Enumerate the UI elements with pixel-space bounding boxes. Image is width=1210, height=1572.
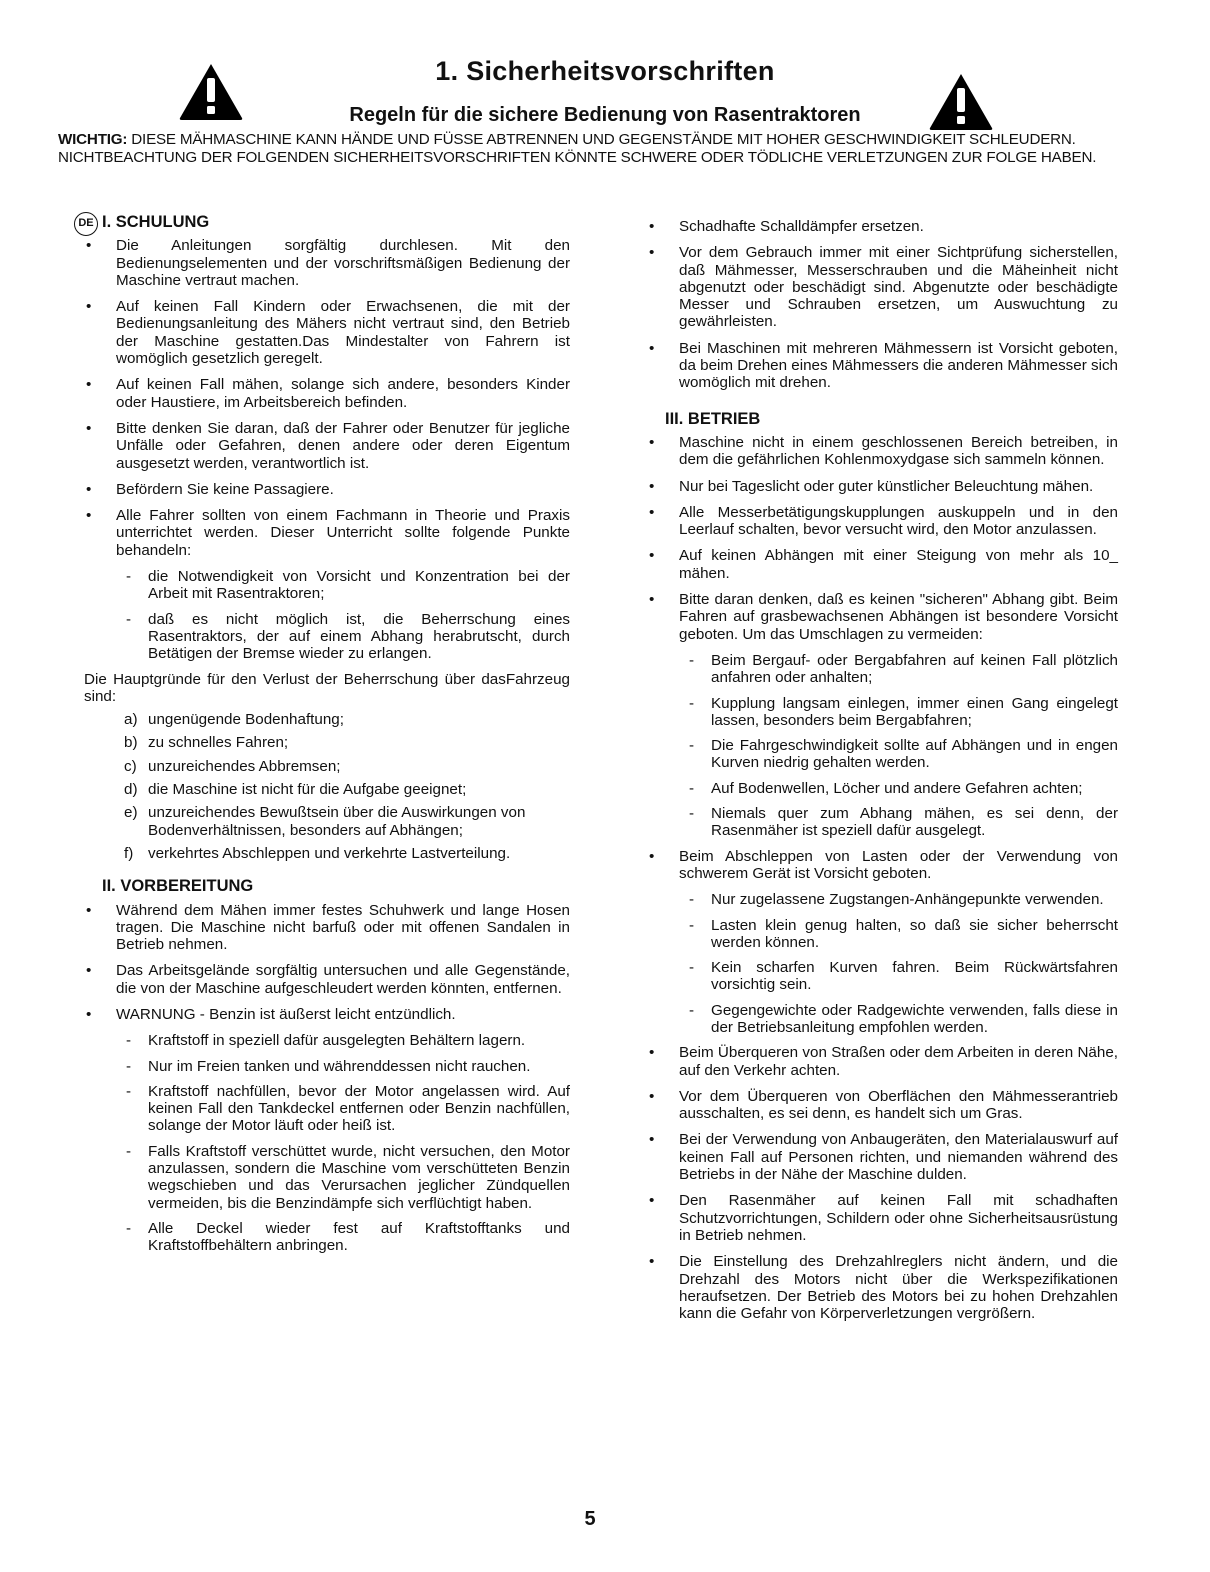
item-letter: d): [124, 781, 138, 799]
sub-list-item: - Kupplung langsam einlegen, immer einen Gang eingelegt lassen, besonders beim Bergabfahren;: [645, 695, 1118, 730]
list-item: • Vor dem Überqueren von Oberflächen den Mähmesserantrieb ausschalten, es sei denn, es handelt sich um Gras.: [645, 1088, 1118, 1123]
left-column: [78, 213, 570, 1263]
sub-list-item: - Kraftstoff in speziell dafür ausgelegten Behältern lagern.: [82, 1032, 570, 1049]
list-item: • Auf keinen Fall mähen, solange sich andere, besonders Kinder oder Haustiere, im Arbeitsbereich befinden.: [82, 376, 570, 411]
sub-list-item: - Beim Bergauf- oder Bergabfahren auf keinen Fall plötzlich anfahren oder anhalten;: [645, 652, 1118, 687]
lettered-item: [82, 781, 570, 798]
list-item: • Befördern Sie keine Passagiere.: [82, 481, 570, 498]
sub-list-item: - Gegengewichte oder Radgewichte verwenden, falls diese in der Betriebsanleitung empfohlen werden.: [645, 1002, 1118, 1037]
item-letter: a): [124, 711, 138, 729]
language-badge-icon: DE: [74, 212, 98, 236]
sub-list-item: - Auf Bodenwellen, Löcher und andere Gefahren achten;: [645, 780, 1118, 797]
list-item: • Das Arbeitsgelände sorgfältig untersuchen und alle Gegenstände, die von der Maschine aufgeschleudert werden könnten, entfernen.: [82, 962, 570, 997]
list-item: • Bei Maschinen mit mehreren Mähmessern ist Vorsicht geboten, da beim Drehen eines Mähmessers die anderen Mähmesser sich womöglich mit drehen.: [645, 340, 1118, 392]
item-letter: b): [124, 734, 138, 752]
section-heading-vorbereitung: II. VORBEREITUNG: [102, 877, 254, 896]
lettered-item: [82, 734, 570, 751]
warning-paragraph: [58, 131, 1122, 166]
sub-list-item: - Nur zugelassene Zugstangen-Anhängepunkte verwenden.: [645, 891, 1118, 908]
list-item: • Bitte daran denken, daß es keinen "sicheren" Abhang gibt. Beim Fahren auf grasbewachsenen Abhängen ist besondere Vorsicht geboten. Um das Umschlagen zu vermeiden:: [645, 591, 1118, 643]
reasons-intro: Die Hauptgründe für den Verlust der Beherrschung über dasFahrzeug sind:: [84, 670, 570, 705]
item-letter: c): [124, 757, 137, 775]
list-item: • Die Anleitungen sorgfältig durchlesen. Mit den Bedienungselementen und der vorschriftsmäßigen Bedienung der Maschine vertraut machen.: [82, 237, 570, 289]
sub-list-item: - die Notwendigkeit von Vorsicht und Konzentration bei der Arbeit mit Rasentraktoren;: [82, 568, 570, 603]
list-item: • Während dem Mähen immer festes Schuhwerk und lange Hosen tragen. Die Maschine nicht barfuß oder mit offenen Sandalen in Betrieb nehmen.: [82, 902, 570, 954]
list-item: • Die Einstellung des Drehzahlreglers nicht ändern, und die Drehzahl des Motors nicht über die Werkspezifikationen heraufsetzen. Der Betrieb des Motors bei zu hohen Drehzahlen kann die Gefahr von Körperverletzungen vergrößern.: [645, 1253, 1118, 1322]
section-heading-schulung: [78, 213, 570, 231]
list-item: • Auf keinen Fall Kindern oder Erwachsenen, die mit der Bedienungsanleitung des Mähers nicht vertraut sind, den Betrieb der Maschine gestatten.Das Mindestalter von Fahrern ist womöglich gesetzlich geregelt.: [82, 298, 570, 367]
lettered-item: [82, 804, 570, 839]
sub-list-item: - Kein scharfen Kurven fahren. Beim Rückwärtsfahren vorsichtig sein.: [645, 959, 1118, 994]
sub-list-item: - Die Fahrgeschwindigkeit sollte auf Abhängen und in engen Kurven niedrig gehalten werden.: [645, 737, 1118, 772]
list-item: • Alle Messerbetätigungskupplungen auskuppeln und in den Leerlauf schalten, bevor versucht wird, den Motor anzulassen.: [645, 504, 1118, 539]
item-text: unzureichendes Abbremsen;: [148, 757, 341, 775]
section-heading-betrieb: III. BETRIEB: [665, 409, 761, 428]
section-heading-text: I. SCHULUNG: [102, 213, 210, 231]
sub-list-item: - Alle Deckel wieder fest auf Kraftstofftanks und Kraftstoffbehältern anbringen.: [82, 1220, 570, 1255]
sub-list-item: - Falls Kraftstoff verschüttet wurde, nicht versuchen, den Motor anzulassen, sondern die Maschine vom verschütteten Benzin wegschieben und das Verursachen jeglicher Zündquellen vermeiden, bis die Benzindämpfe sich verflüchtigt haben.: [82, 1143, 570, 1212]
lettered-item: [82, 845, 570, 862]
sub-list-item: - Niemals quer zum Abhang mähen, es sei denn, der Rasenmäher ist speziell dafür ausgelegt.: [645, 805, 1118, 840]
item-text: ungenügende Bodenhaftung;: [148, 711, 344, 729]
page-subtitle: Regeln für die sichere Bedienung von Rasentraktoren: [349, 104, 861, 126]
page-title: 1. Sicherheitsvorschriften: [435, 56, 775, 86]
warning-text: DIESE MÄHMASCHINE KANN HÄNDE UND FÜSSE ABTRENNEN UND GEGENSTÄNDE MIT HOHER GESCHWINDIGKEIT SCHLEUDERN. NICHTBEACHTUNG DER FOLGENDEN SICHERHEITSVORSCHRIFTEN KÖNNTE SCHWERE ODER TÖDLICHE VERLETZUNGEN ZUR FOLGE HABEN.: [58, 131, 1097, 166]
list-item: • Alle Fahrer sollten von einem Fachmann in Theorie und Praxis unterrichtet werden. Dieser Unterricht sollte folgende Punkte behandeln:: [82, 507, 570, 559]
list-item: • Maschine nicht in einem geschlossenen Bereich betreiben, in dem die gefährlichen Kohlenmoxydgase sich sammeln können.: [645, 434, 1118, 469]
right-column: [645, 218, 1118, 1331]
lettered-item: [82, 711, 570, 728]
item-text: die Maschine ist nicht für die Aufgabe geeignet;: [148, 781, 467, 799]
item-text: zu schnelles Fahren;: [148, 734, 289, 752]
sub-list-item: - Kraftstoff nachfüllen, bevor der Motor angelassen wird. Auf keinen Fall den Tankdeckel entfernen oder Benzin nachfüllen, solange der Motor läuft oder heiß ist.: [82, 1083, 570, 1135]
list-item: • Beim Überqueren von Straßen oder dem Arbeiten in deren Nähe, auf den Verkehr achten.: [645, 1044, 1118, 1079]
list-item: • Nur bei Tageslicht oder guter künstlicher Beleuchtung mähen.: [645, 478, 1118, 495]
list-item: • Vor dem Gebrauch immer mit einer Sichtprüfung sicherstellen, daß Mähmesser, Messerschrauben und die Mäheinheit nicht abgenutzt oder beschädigt sind. Abgenutzte oder beschädigte Messer und Schrauben ersetzen, um Auswuchtung zu gewährleisten.: [645, 244, 1118, 330]
list-item: • Auf keinen Abhängen mit einer Steigung von mehr als 10_ mähen.: [645, 547, 1118, 582]
item-text: verkehrtes Abschleppen und verkehrte Lastverteilung.: [148, 844, 511, 862]
sub-list-item: - daß es nicht möglich ist, die Beherrschung eines Rasentraktors, der auf einem Abhang herabrutscht, durch Betätigen der Bremse wieder zu erlangen.: [82, 611, 570, 663]
list-item: • WARNUNG - Benzin ist äußerst leicht entzündlich.: [82, 1006, 570, 1023]
list-item: • Schadhafte Schalldämpfer ersetzen.: [645, 218, 1118, 235]
item-letter: e): [124, 804, 138, 822]
list-item: • Bei der Verwendung von Anbaugeräten, den Materialauswurf auf keinen Fall auf Personen richten, und niemanden während des Betriebs in der Nähe der Maschine dulden.: [645, 1131, 1118, 1183]
list-item: • Bitte denken Sie daran, daß der Fahrer oder Benutzer für jegliche Unfälle oder Gefahren, denen andere oder deren Eigentum ausgesetzt werden, verantwortlich ist.: [82, 420, 570, 472]
sub-list-item: - Lasten klein genug halten, so daß sie sicher beherrscht werden können.: [645, 917, 1118, 952]
list-item: • Den Rasenmäher auf keinen Fall mit schadhaften Schutzvorrichtungen, Schildern oder ohne Sicherheitsausrüstung in Betrieb nehmen.: [645, 1192, 1118, 1244]
warning-label: WICHTIG:: [58, 131, 128, 148]
item-text: unzureichendes Bewußtsein über die Auswirkungen von Bodenverhältnissen, besonders auf Abhängen;: [148, 804, 526, 839]
sub-list-item: - Nur im Freien tanken und währenddessen nicht rauchen.: [82, 1058, 570, 1075]
item-letter: f): [124, 844, 134, 862]
page-number: 5: [584, 1508, 596, 1530]
list-item: • Beim Abschleppen von Lasten oder der Verwendung von schwerem Gerät ist Vorsicht geboten.: [645, 848, 1118, 883]
lettered-item: [82, 758, 570, 775]
